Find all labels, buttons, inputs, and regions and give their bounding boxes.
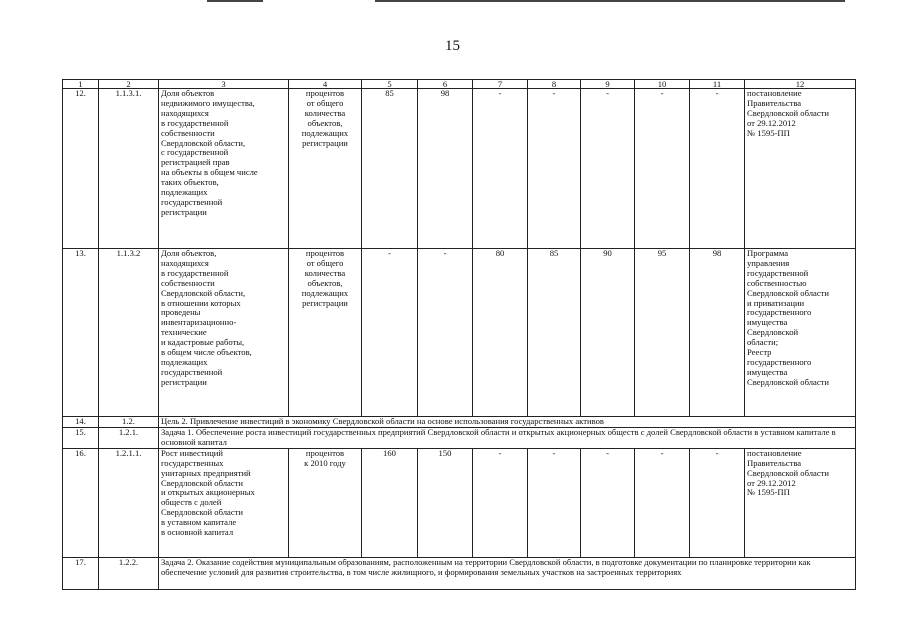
value-col-7: - (473, 89, 528, 249)
unit-of-measure: процентов к 2010 году (289, 448, 362, 557)
indicator-code: 1.2.1. (99, 428, 159, 449)
source-document: постановление Правительства Свердловской области от 29.12.2012 № 1595-ПП (745, 448, 856, 557)
column-header: 2 (99, 80, 159, 89)
column-header: 12 (745, 80, 856, 89)
column-header: 5 (362, 80, 418, 89)
value-col-9: 90 (581, 249, 635, 417)
indicator-name: Доля объектов недвижимого имущества, находящихся в государственной собственности Свердловской области, с государственной регистрацией прав на объекты в общем числе таких объектов, подлежащих государственной регистрации (159, 89, 289, 249)
value-col-9: - (581, 89, 635, 249)
value-col-8: - (528, 448, 581, 557)
table-row (63, 448, 856, 557)
unit-of-measure: процентов от общего количества объектов, подлежащих регистрации (289, 249, 362, 417)
value-col-10: 95 (635, 249, 690, 417)
value-col-10: - (635, 89, 690, 249)
column-header: 10 (635, 80, 690, 89)
value-col-5: 85 (362, 89, 418, 249)
value-col-10: - (635, 448, 690, 557)
value-col-8: 85 (528, 249, 581, 417)
row-number: 15. (63, 428, 99, 449)
indicator-code: 1.1.3.1. (99, 89, 159, 249)
value-col-9: - (581, 448, 635, 557)
table-row (63, 89, 856, 249)
column-header: 4 (289, 80, 362, 89)
value-col-8: - (528, 89, 581, 249)
column-header: 8 (528, 80, 581, 89)
column-number-header-row (63, 80, 856, 89)
section-heading: Задача 2. Оказание содействия муниципальным образованиям, расположенным на территории Свердловской области, в подготовке документации по планировке территории как обеспечение условий для развития строительства, в том числе жилищного, и формирования земельных участков на застроенных территориях (159, 557, 856, 589)
row-number: 17. (63, 557, 99, 589)
page-number: 15 (445, 38, 460, 54)
indicator-code: 1.2.2. (99, 557, 159, 589)
value-col-6: - (418, 249, 473, 417)
source-document: Программа управления государственной собственностью Свердловской области и приватизации государственного имущества Свердловской области; Реестр государственного имущества Свердловской области (745, 249, 856, 417)
column-header: 1 (63, 80, 99, 89)
indicator-name: Доля объектов, находящихся в государственной собственности Свердловской области, в отношении которых проведены инвентаризационно- технические и кадастровые работы, в общем числе объектов, подлежащих государственной регистрации (159, 249, 289, 417)
value-col-6: 150 (418, 448, 473, 557)
column-header: 9 (581, 80, 635, 89)
column-header: 11 (690, 80, 745, 89)
table-row (63, 417, 856, 428)
scan-edge-mark-left (207, 0, 263, 2)
value-col-7: 80 (473, 249, 528, 417)
row-number: 16. (63, 448, 99, 557)
value-col-5: 160 (362, 448, 418, 557)
column-header: 3 (159, 80, 289, 89)
table-row (63, 249, 856, 417)
table-body (63, 89, 856, 590)
value-col-5: - (362, 249, 418, 417)
table-row (63, 557, 856, 589)
indicator-code: 1.2.1.1. (99, 448, 159, 557)
indicator-code: 1.2. (99, 417, 159, 428)
unit-of-measure: процентов от общего количества объектов, подлежащих регистрации (289, 89, 362, 249)
indicator-name: Рост инвестиций государственных унитарных предприятий Свердловской области и открытых акционерных обществ с долей Свердловской области в уставном капитале в основной капитал (159, 448, 289, 557)
column-header: 7 (473, 80, 528, 89)
scan-edge-mark-right (375, 0, 845, 2)
value-col-6: 98 (418, 89, 473, 249)
indicators-table (62, 79, 856, 590)
row-number: 12. (63, 89, 99, 249)
row-number: 13. (63, 249, 99, 417)
source-document: постановление Правительства Свердловской области от 29.12.2012 № 1595-ПП (745, 89, 856, 249)
value-col-7: - (473, 448, 528, 557)
indicator-code: 1.1.3.2 (99, 249, 159, 417)
value-col-11: 98 (690, 249, 745, 417)
section-heading: Задача 1. Обеспечение роста инвестиций государственных предприятий Свердловской области и открытых акционерных обществ с долей Свердловской области в уставном капитале в основной капитал (159, 428, 856, 449)
section-heading: Цель 2. Привлечение инвестиций в экономику Свердловской области на основе использования государственных активов (159, 417, 856, 428)
value-col-11: - (690, 448, 745, 557)
row-number: 14. (63, 417, 99, 428)
table-row (63, 428, 856, 449)
value-col-11: - (690, 89, 745, 249)
column-header: 6 (418, 80, 473, 89)
